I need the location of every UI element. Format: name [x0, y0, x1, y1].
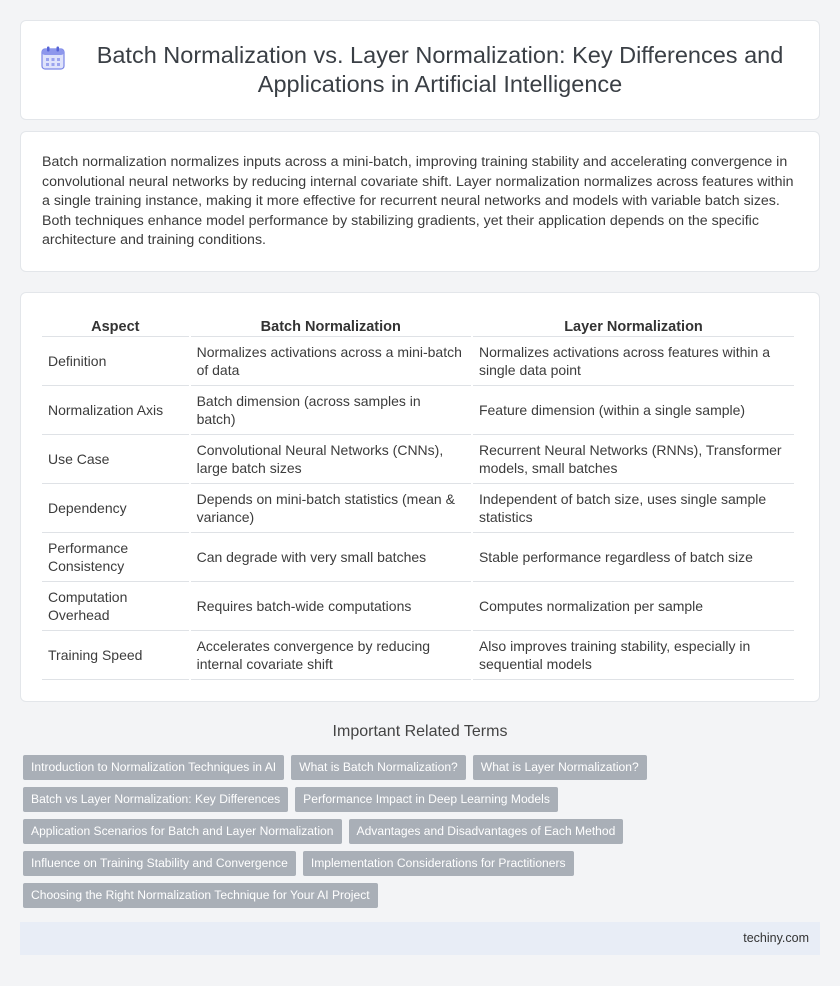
- related-terms-heading: Important Related Terms: [332, 723, 508, 740]
- comparison-table: [40, 311, 796, 680]
- table-row: [42, 631, 794, 680]
- row-batch-value: Depends on mini-batch statistics (mean & variance): [191, 484, 471, 533]
- related-term-tag[interactable]: Introduction to Normalization Techniques in AI: [23, 755, 284, 780]
- row-batch-value: Convolutional Neural Networks (CNNs), large batch sizes: [191, 435, 471, 484]
- related-term-tag[interactable]: Influence on Training Stability and Convergence: [23, 851, 296, 876]
- row-layer-value: Also improves training stability, especially in sequential models: [473, 631, 794, 680]
- table-header-row: [42, 311, 794, 337]
- table-row: [42, 533, 794, 582]
- related-term-tag[interactable]: What is Batch Normalization?: [291, 755, 466, 780]
- row-aspect: Training Speed: [42, 631, 189, 680]
- header-batch-normalization: Batch Normalization: [191, 311, 471, 337]
- footer: [20, 922, 820, 955]
- row-aspect: Definition: [42, 337, 189, 386]
- page-title: Batch Normalization vs. Layer Normalization: Key Differences and Applications in Artificial Intelligence: [96, 42, 784, 97]
- title-wrap: [40, 41, 800, 99]
- tag-row: [23, 851, 813, 876]
- calendar-icon: [40, 45, 66, 71]
- table-row: [42, 386, 794, 435]
- table-row: [42, 582, 794, 631]
- related-term-tag[interactable]: Application Scenarios for Batch and Layer Normalization: [23, 819, 342, 844]
- tag-row: [23, 819, 813, 844]
- related-term-tag[interactable]: Performance Impact in Deep Learning Models: [295, 787, 558, 812]
- table-row: [42, 484, 794, 533]
- related-terms-tags: [23, 755, 813, 915]
- comparison-table-card: [20, 292, 820, 702]
- table-row: [42, 435, 794, 484]
- row-aspect: Normalization Axis: [42, 386, 189, 435]
- row-layer-value: Recurrent Neural Networks (RNNs), Transformer models, small batches: [473, 435, 794, 484]
- row-aspect: Performance Consistency: [42, 533, 189, 582]
- row-aspect: Computation Overhead: [42, 582, 189, 631]
- row-layer-value: Independent of batch size, uses single sample statistics: [473, 484, 794, 533]
- tag-row: [23, 755, 813, 780]
- row-batch-value: Requires batch-wide computations: [191, 582, 471, 631]
- row-layer-value: Stable performance regardless of batch size: [473, 533, 794, 582]
- row-layer-value: Computes normalization per sample: [473, 582, 794, 631]
- related-term-tag[interactable]: Advantages and Disadvantages of Each Method: [349, 819, 624, 844]
- intro-paragraph: Batch normalization normalizes inputs across a mini-batch, improving training stability and accelerating convergence in convolutional neural networks by reducing internal covariate shift. Layer normalization normalizes across features within a single training instance, making it more effective for recurrent neural networks and models with variable batch sizes. Both techniques enhance model performance by stabilizing gradients, yet their application depends on the specific architecture and training conditions.: [42, 154, 794, 249]
- tag-row: [23, 883, 813, 908]
- row-batch-value: Can degrade with very small batches: [191, 533, 471, 582]
- related-term-tag[interactable]: Implementation Considerations for Practitioners: [303, 851, 574, 876]
- header-layer-normalization: Layer Normalization: [473, 311, 794, 337]
- title-card: [20, 20, 820, 120]
- row-batch-value: Accelerates convergence by reducing internal covariate shift: [191, 631, 471, 680]
- row-batch-value: Batch dimension (across samples in batch): [191, 386, 471, 435]
- row-layer-value: Feature dimension (within a single sample): [473, 386, 794, 435]
- row-layer-value: Normalizes activations across features within a single data point: [473, 337, 794, 386]
- related-term-tag[interactable]: Choosing the Right Normalization Technique for Your AI Project: [23, 883, 378, 908]
- row-aspect: Dependency: [42, 484, 189, 533]
- intro-card: [20, 131, 820, 272]
- related-term-tag[interactable]: What is Layer Normalization?: [473, 755, 647, 780]
- related-term-tag[interactable]: Batch vs Layer Normalization: Key Differences: [23, 787, 288, 812]
- row-aspect: Use Case: [42, 435, 189, 484]
- table-row: [42, 337, 794, 386]
- footer-site-link[interactable]: techiny.com: [743, 931, 809, 945]
- tag-row: [23, 787, 813, 812]
- header-aspect: Aspect: [42, 311, 189, 337]
- row-batch-value: Normalizes activations across a mini-batch of data: [191, 337, 471, 386]
